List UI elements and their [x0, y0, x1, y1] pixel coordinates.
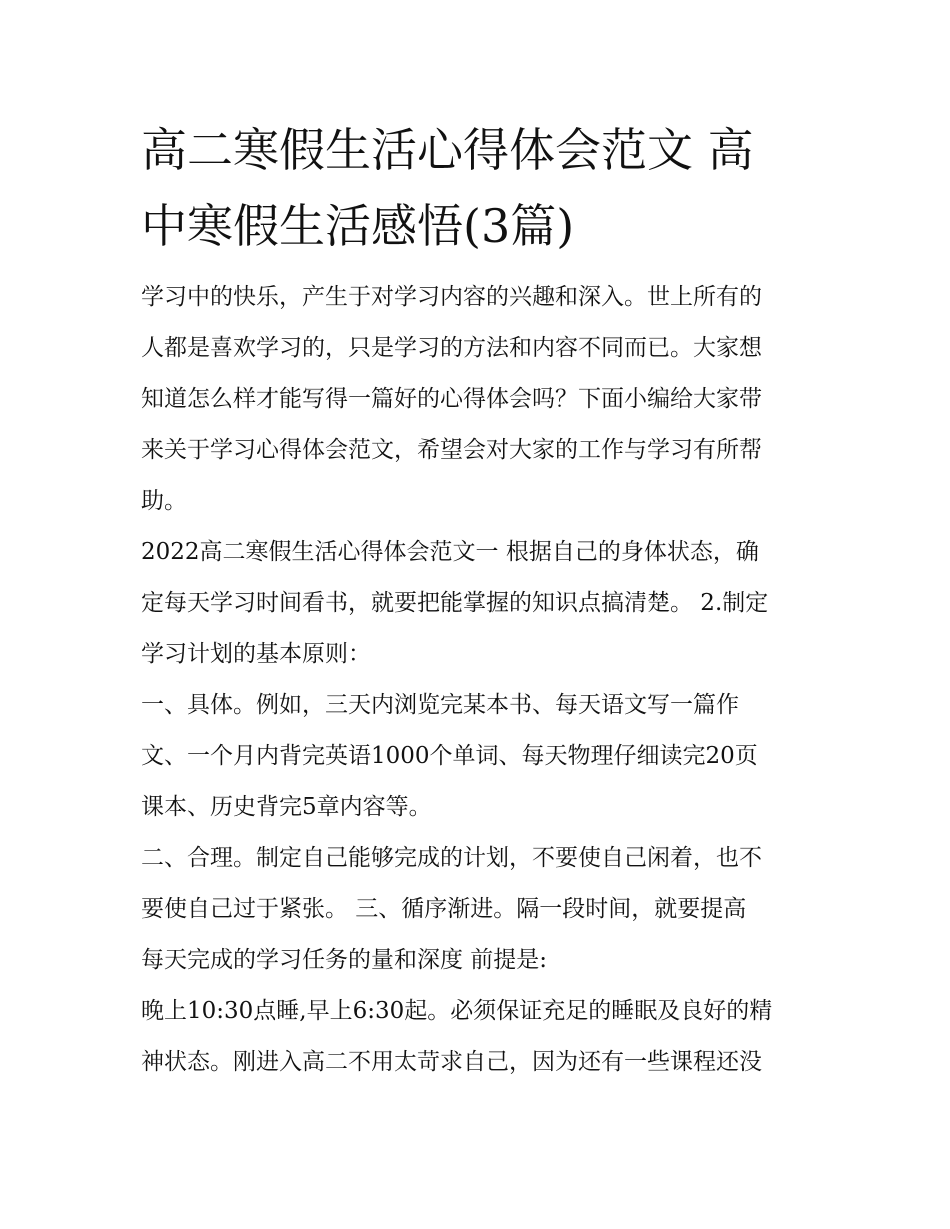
text-line: 神状态。刚进入高二不用太苛求自己，因为还有一些课程还没	[141, 1049, 762, 1075]
text-line: 知道怎么样才能写得一篇好的心得体会吗？下面小编给大家带	[141, 386, 762, 412]
text-line: 助。	[141, 488, 187, 514]
principle-specific-paragraph	[141, 680, 821, 833]
schedule-paragraph	[141, 986, 821, 1088]
document-content	[141, 112, 821, 1088]
text-line: 学习中的快乐，产生于对学习内容的兴趣和深入。世上所有的	[141, 284, 762, 310]
text-line: 要使自己过于紧张。 三、循序渐进。隔一段时间，就要提高	[141, 896, 747, 922]
intro-paragraph	[141, 272, 821, 527]
text-line: 定每天学习时间看书，就要把能掌握的知识点搞清楚。 2.制定	[141, 590, 769, 616]
text-line: 每天完成的学习任务的量和深度 前提是:	[141, 947, 548, 973]
document-title	[141, 112, 821, 264]
text-line: 一、具体。例如，三天内浏览完某本书、每天语文写一篇作	[141, 692, 739, 718]
text-line: 晚上10:30点睡,早上6:30起。必须保证充足的睡眠及良好的精	[141, 998, 773, 1024]
text-line: 来关于学习心得体会范文，希望会对大家的工作与学习有所帮	[141, 437, 762, 463]
principle-reasonable-paragraph	[141, 833, 821, 986]
text-line: 学习计划的基本原则：	[141, 641, 371, 667]
text-line: 二、合理。制定自己能够完成的计划，不要使自己闲着，也不	[141, 845, 762, 871]
text-line: 课本、历史背完5章内容等。	[141, 794, 432, 820]
text-line: 2022高二寒假生活心得体会范文一 根据自己的身体状态，确	[141, 539, 759, 565]
text-line: 文、一个月内背完英语1000个单词、每天物理仔细读完20页	[141, 743, 758, 769]
text-line: 人都是喜欢学习的，只是学习的方法和内容不同而已。大家想	[141, 335, 762, 361]
title-line: 高二寒假生活心得体会范文 高	[141, 123, 754, 177]
title-line: 中寒假生活感悟(3篇)	[141, 199, 575, 253]
essay-one-paragraph	[141, 527, 821, 680]
document-body	[141, 272, 821, 1088]
